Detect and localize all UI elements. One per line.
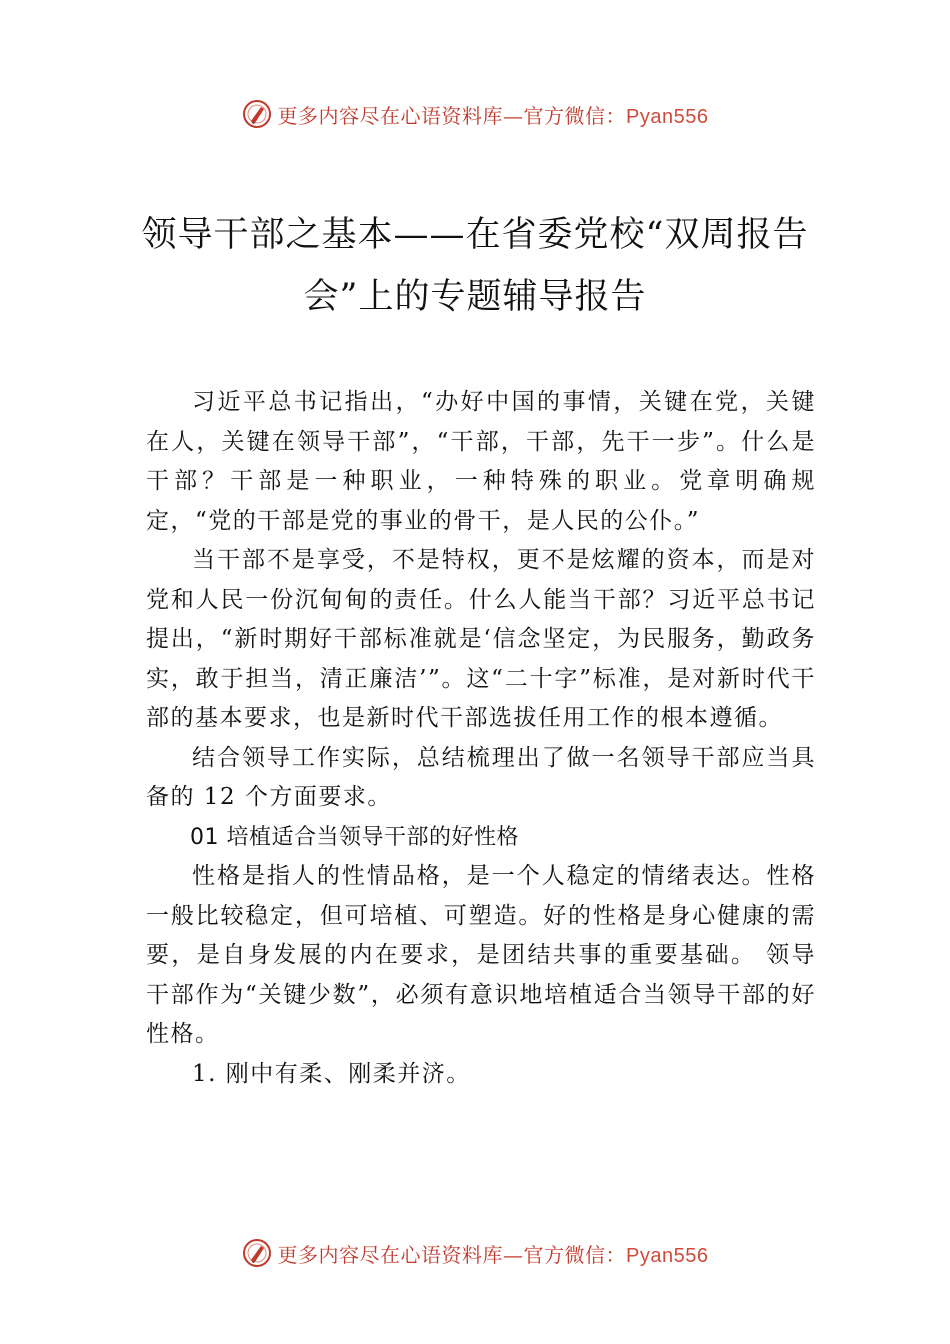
watermark-text: 更多内容尽在心语资料库—官方微信： bbox=[277, 103, 627, 128]
watermark-contact: Pyan556 bbox=[626, 105, 709, 128]
paragraph: 结合领导工作实际，总结梳理出了做一名领导干部应当具备的 12 个方面要求。 bbox=[146, 744, 816, 810]
watermark-contact: Pyan556 bbox=[626, 1244, 709, 1267]
footer-watermark bbox=[0, 1233, 950, 1273]
list-item: 1. 刚中有柔、刚柔并济。 bbox=[192, 1060, 471, 1087]
document-body bbox=[146, 383, 816, 1094]
section-heading: 01 培植适合当领导干部的好性格 bbox=[190, 824, 519, 850]
header-watermark bbox=[0, 94, 950, 134]
pen-nib-logo-icon bbox=[242, 1238, 272, 1268]
paragraph: 当干部不是享受，不是特权，更不是炫耀的资本，而是对党和人民一份沉甸甸的责任。什么人能当干部？习近平总书记提出，“新时期好干部标准就是‘信念坚定，为民服务，勤政务实，敢于担当，清正廉洁’”。这“二十字”标准，是对新时代干部的基本要求，也是新时代干部选拔任用工作的根本遵循。 bbox=[146, 547, 816, 731]
paragraph: 习近平总书记指出，“办好中国的事情，关键在党，关键在人，关键在领导干部”，“干部，干部，先干一步”。什么是干部？干部是一种职业，一种特殊的职业。党章明确规定，“党的干部是党的事业的骨干，是人民的公仆。” bbox=[146, 389, 816, 534]
paragraph: 性格是指人的性情品格，是一个人稳定的情绪表达。性格一般比较稳定，但可培植、可塑造。好的性格是身心健康的需要，是自身发展的内在要求，是团结共事的重要基础。 领导干部作为“关键少数”，必须有意识地培植适合当领导干部的好性格。 bbox=[146, 863, 816, 1047]
watermark-text: 更多内容尽在心语资料库—官方微信： bbox=[277, 1242, 627, 1267]
pen-nib-logo-icon bbox=[242, 99, 272, 129]
document-title: 领导干部之基本——在省委党校“双周报告会”上的专题辅导报告 bbox=[141, 215, 809, 317]
